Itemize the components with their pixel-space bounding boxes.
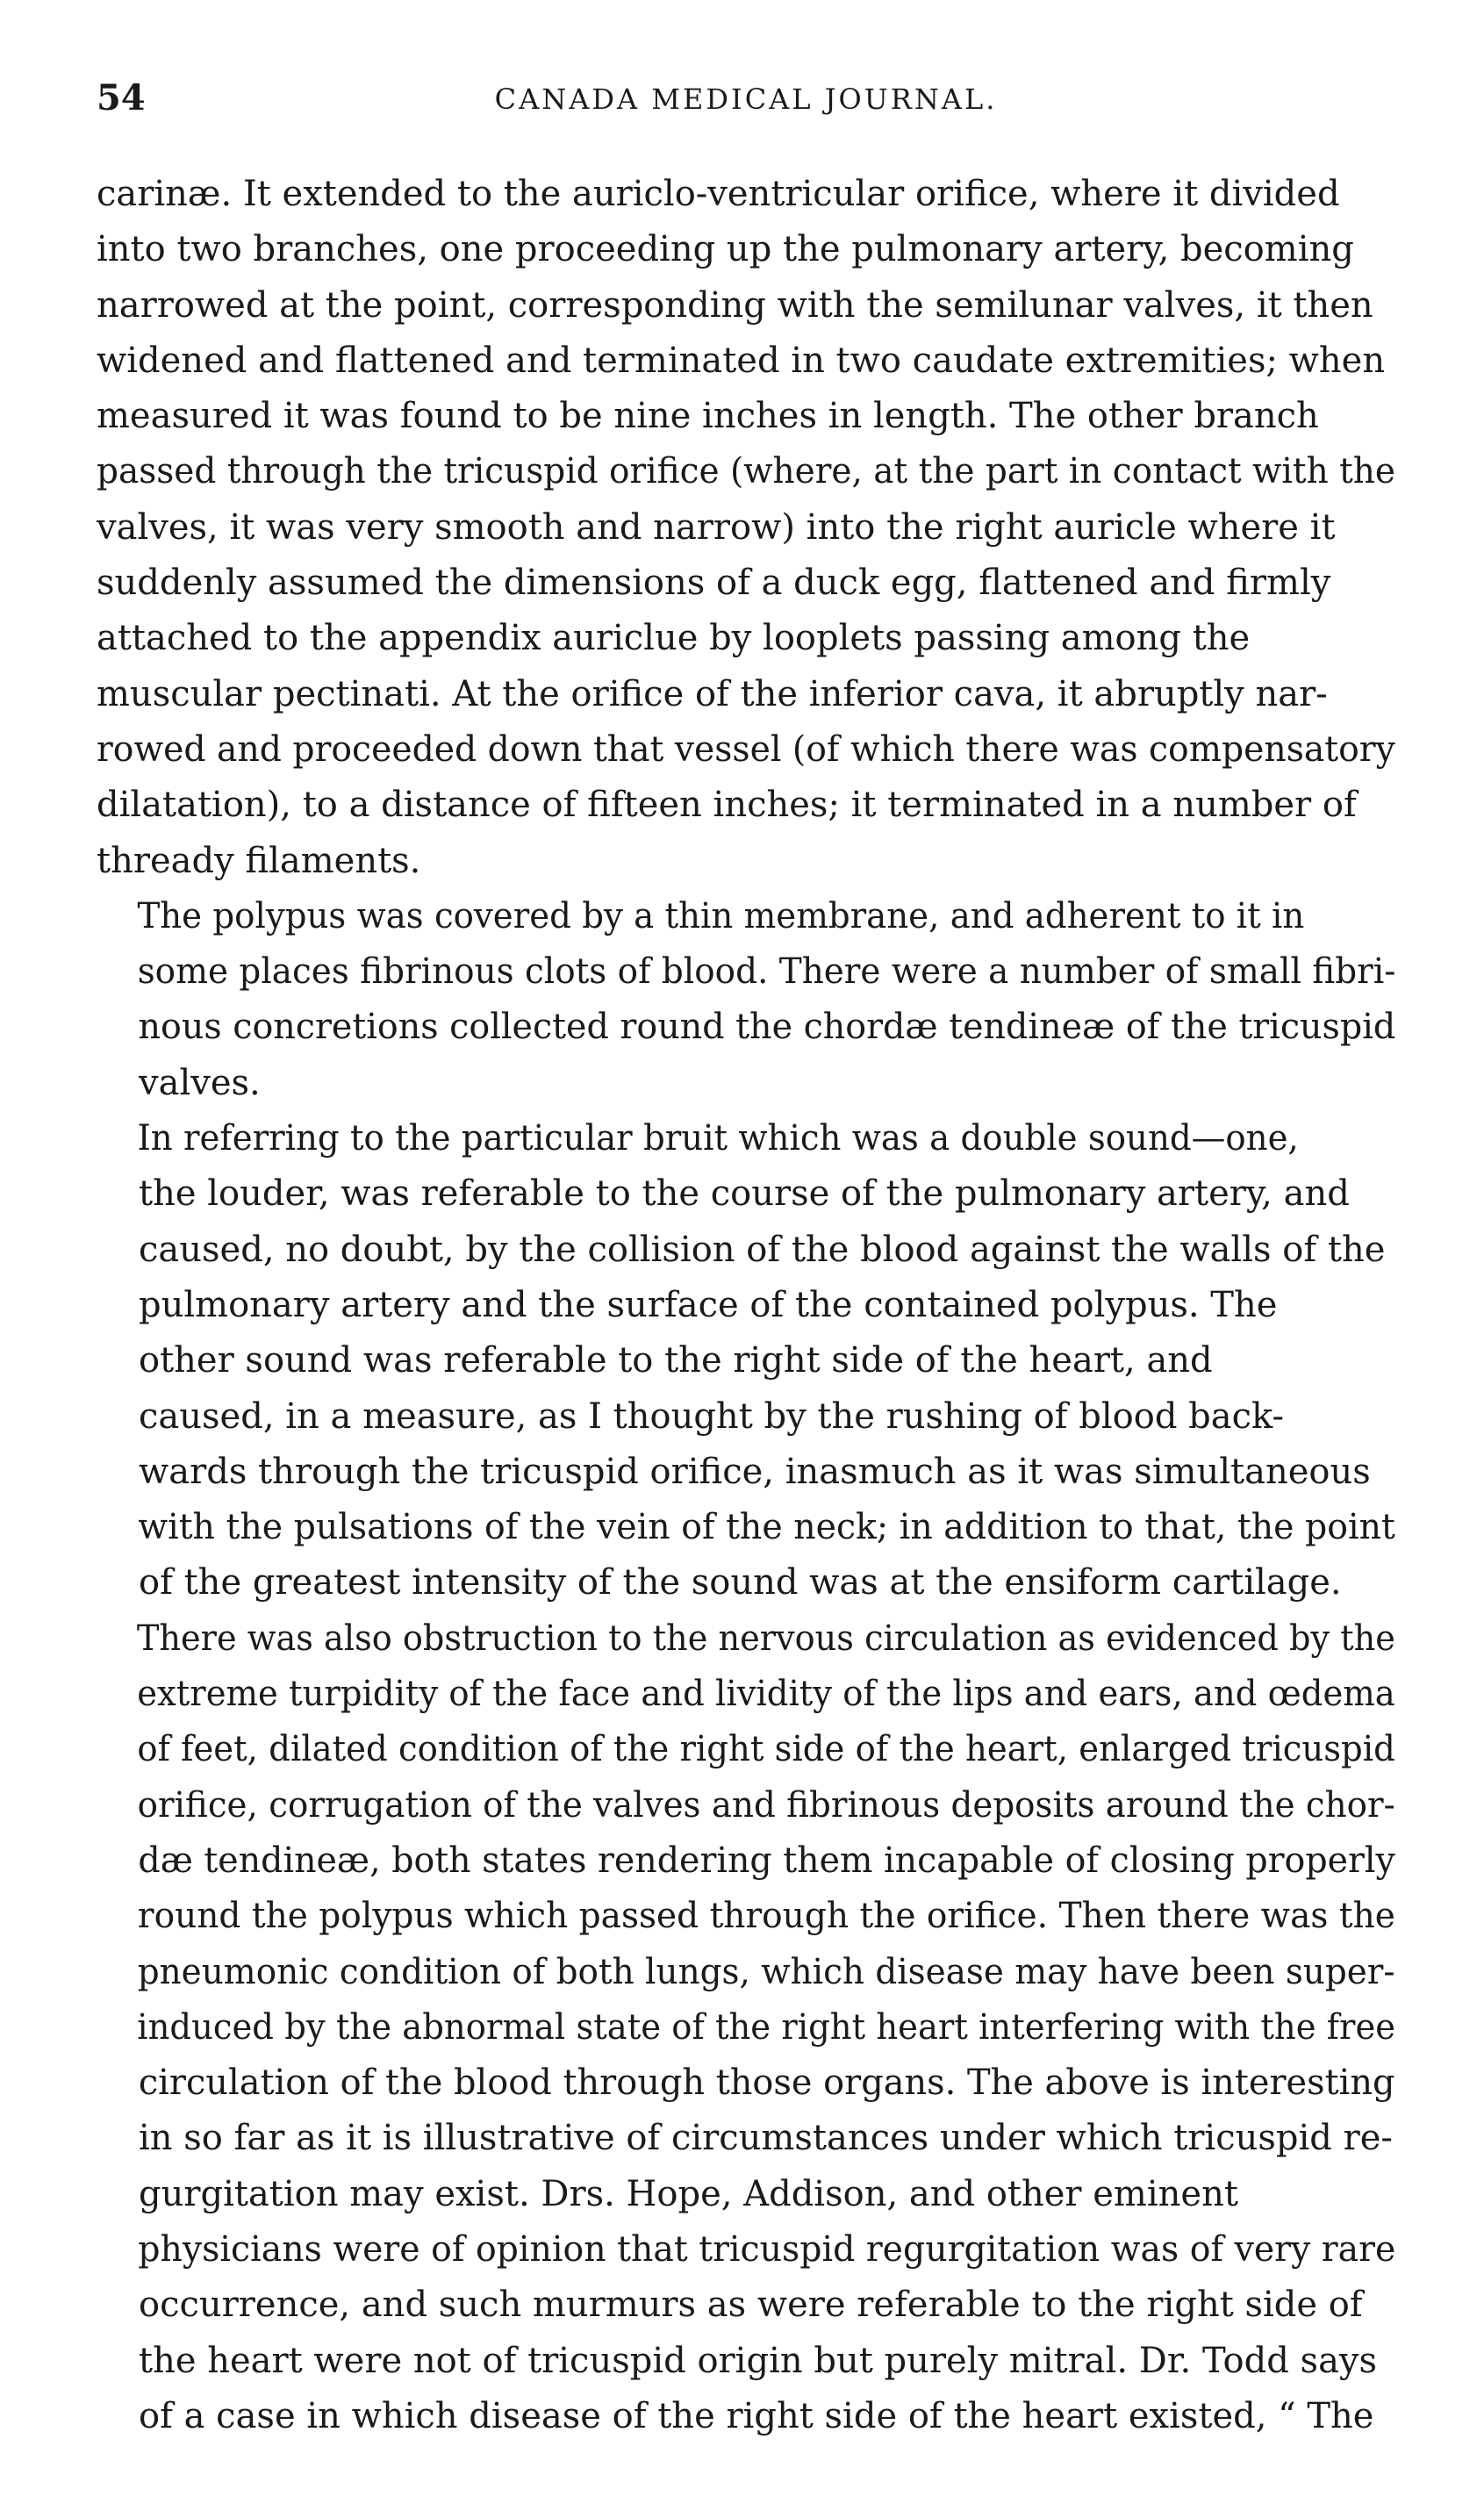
text-line: attached to the appendix auriclue by looplets passing among the xyxy=(97,618,1251,659)
text-line: widened and flattened and terminated in two caudate extremities; when xyxy=(97,340,1386,381)
text-line: with the pulsations of the vein of the neck; in addition to that, the point xyxy=(138,1507,1395,1548)
text-line: into two branches, one proceeding up the pulmonary artery, becoming xyxy=(97,229,1354,270)
text-line: other sound was referable to the right side of the heart, and xyxy=(139,1340,1213,1381)
text-line: valves. xyxy=(139,1062,261,1103)
text-line: carinæ. It extended to the auriclo-ventricular orifice, where it divided xyxy=(97,174,1340,214)
text-line: occurrence, and such murmurs as were referable to the right side of xyxy=(139,2285,1363,2326)
running-head: CANADA MEDICAL JOURNAL. xyxy=(494,83,998,116)
text-line: pulmonary artery and the surface of the contained polypus. The xyxy=(139,1284,1278,1325)
text-line: In referring to the particular bruit which was a double sound—one, xyxy=(137,1118,1299,1159)
text-line: The polypus was covered by a thin membrane, and adherent to it in xyxy=(137,895,1305,936)
text-line: gurgitation may exist. Drs. Hope, Addison, and other eminent xyxy=(139,2173,1238,2214)
text-line: wards through the tricuspid orifice, inasmuch as it was simultaneous xyxy=(139,1451,1371,1492)
paragraph-3 xyxy=(97,1111,1395,2444)
text-line: of the greatest intensity of the sound was at the ensiform cartilage. xyxy=(139,1562,1342,1603)
text-line: some places fibrinous clots of blood. There were a number of small fibri- xyxy=(137,951,1396,993)
text-line: rowed and proceeded down that vessel (of which there was compensatory xyxy=(97,728,1395,770)
text-line: induced by the abnormal state of the right heart interfering with the free xyxy=(137,2006,1396,2048)
text-line: There was also obstruction to the nervous circulation as evidenced by the xyxy=(136,1618,1395,1659)
text-line: in so far as it is illustrative of circumstances under which tricuspid re- xyxy=(139,2118,1393,2159)
text-line: suddenly assumed the dimensions of a duck egg, flattened and firmly xyxy=(97,563,1331,604)
text-line: of a case in which disease of the right side of the heart existed, “ The xyxy=(139,2395,1374,2436)
text-line: nous concretions collected round the chordæ tendineæ of the tricuspid xyxy=(138,1007,1396,1048)
paragraph-1 xyxy=(97,167,1395,889)
body-text xyxy=(97,167,1395,2444)
text-line: the heart were not of tricuspid origin but purely mitral. Dr. Todd says xyxy=(139,2340,1378,2381)
text-line: muscular pectinati. At the orifice of the inferior cava, it abruptly nar- xyxy=(97,673,1328,714)
text-line: physicians were of opinion that tricuspid regurgitation was of very rare xyxy=(138,2228,1396,2270)
text-line: valves, it was very smooth and narrow) into the right auricle where it xyxy=(97,506,1336,548)
paragraph-2 xyxy=(97,889,1395,1111)
text-line: dæ tendineæ, both states rendering them incapable of closing properly xyxy=(138,1840,1395,1881)
text-line: the louder, was referable to the course of the pulmonary artery, and xyxy=(139,1173,1350,1215)
text-line: measured it was found to be nine inches in length. The other branch xyxy=(97,396,1319,437)
text-line: caused, no doubt, by the collision of the blood against the walls of the xyxy=(139,1229,1386,1270)
page-header xyxy=(97,77,1395,130)
page-number: 54 xyxy=(97,77,146,118)
text-line: passed through the tricuspid orifice (where, at the part in contact with the xyxy=(97,451,1395,492)
text-line: of feet, dilated condition of the right side of the heart, enlarged tricuspid xyxy=(137,1729,1395,1770)
text-line: caused, in a measure, as I thought by the rushing of blood back- xyxy=(139,1395,1285,1437)
text-line: round the polypus which passed through the orifice. Then there was the xyxy=(137,1896,1395,1937)
text-line: dilatation), to a distance of fifteen inches; it terminated in a number of xyxy=(97,785,1357,826)
text-line: orifice, corrugation of the valves and fibrinous deposits around the chor- xyxy=(137,1784,1395,1826)
text-line: narrowed at the point, corresponding with the semilunar valves, it then xyxy=(97,284,1373,326)
text-line: pneumonic condition of both lungs, which disease may have been super- xyxy=(137,1951,1395,1992)
text-line: thready filaments. xyxy=(97,840,421,881)
text-line: circulation of the blood through those organs. The above is interesting xyxy=(138,2063,1395,2104)
text-line: extreme turpidity of the face and lividity of the lips and ears, and œdema xyxy=(137,1674,1395,1715)
